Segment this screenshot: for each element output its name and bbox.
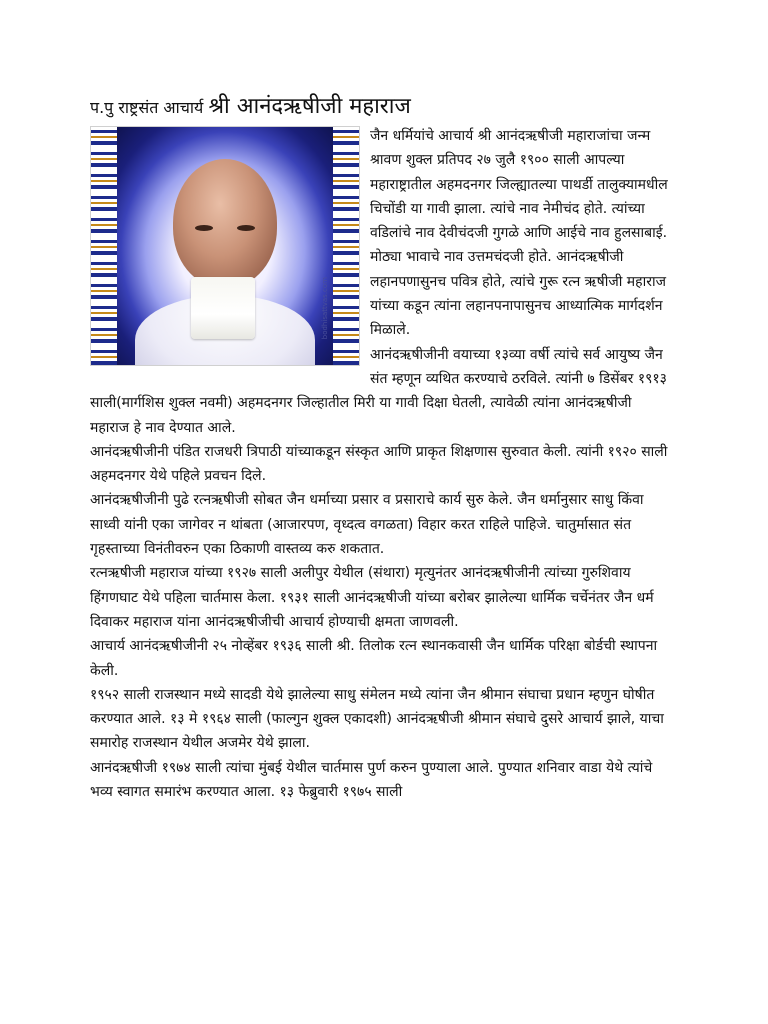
mouth-cloth-shape bbox=[191, 277, 255, 339]
page-title bbox=[90, 92, 670, 124]
title-name: श्री आनंदऋषीजी महाराज bbox=[208, 94, 411, 119]
paragraph-4: आनंदऋषीजीनी पुढे रत्नऋषीजी सोबत जैन धर्माच्या प्रसार व प्रसाराचे कार्य सुरु केले. जैन धर्मानुसार साधु किंवा साध्वी यांनी एका जागेवर न थांबता (आजारपण, वृध्दत्व वगळता) विहार करत राहिले पाहिजे. चातुर्मासात संत गृहस्ताच्या विनंतीवरुन एका ठिकाणी वास्तव्य करु शकतात. bbox=[90, 492, 644, 558]
paragraph-1: जैन धर्मियांचे आचार्य श्री आनंदऋषीजी महाराजांचा जन्म श्रावण शुक्ल प्रतिपद २७ जुलै १९०० साली आपल्या महाराष्ट्रातील अहमदनगर जिल्ह्यातल्या पाथर्डी तालुक्यामधील चिचोंडी या गावी झाला. त्यांचे नाव नेमीचंद होते. त्यांच्या वडिलांचे नाव देवीचंदजी गुगळे आणि आईचे नाव हुलसाबाई. मोठ्या भावाचे नाव उत्तमचंदजी होते. आनंदऋषीजी लहानपणासुनच पवित्र होते, त्यांचे गुरू रत्न ऋषीजी महाराज यांच्या कडून त्यांना लहानपनापासुनच आध्यात्मिक मार्गदर्शन मिळाले. bbox=[370, 128, 668, 339]
eye-right bbox=[237, 225, 255, 231]
paragraph-8: आनंदऋषीजी १९७४ साली त्यांचा मुंबई येथील चार्तमास पुर्ण करुन पुण्याला आले. पुण्यात शनिवार वाडा येथे त्यांचे भव्य स्वागत समारंभ करण्यात आला. १३ फेब्रुवारी १९७५ साली bbox=[90, 759, 653, 801]
paragraph-6: आचार्य आनंदऋषीजीनी २५ नोव्हेंबर १९३६ साली श्री. तिलोक रत्न स्थानकवासी जैन धार्मिक परिक्षा बोर्डची स्थापना केली. bbox=[90, 638, 658, 679]
paragraph-3: आनंदऋषीजीनी पंडित राजधरी त्रिपाठी यांच्याकडून संस्कृत आणि प्राकृत शिक्षणास सुरुवात केली. त्यांनी १९२० साली अहमदनगर येथे पहिले प्रवचन दिले. bbox=[90, 443, 668, 485]
paragraph-7: १९५२ साली राजस्थान मध्ये सादडी येथे झालेल्या साधु संमेलन मध्ये त्यांना जैन श्रीमान संघाचा प्रधान म्हणुन घोषीत करण्यात आले. १३ मे १९६४ साली (फाल्गुन शुक्ल एकादशी) आनंदऋषीजी श्रीमान संघाचे दुसरे आचार्य झाले, याचा समारोह राजस्थान येथील अजमेर येथे झाला. bbox=[90, 686, 664, 752]
swastika-border-left-icon bbox=[91, 127, 117, 365]
title-prefix: प.पु राष्ट्रसंत आचार्य bbox=[90, 98, 209, 117]
face-shape bbox=[173, 159, 277, 287]
swastika-border-right-icon bbox=[333, 127, 359, 365]
paragraph-5: रत्नऋषीजी महाराज यांच्या १९२७ साली अलीपुर येथील (संथारा) मृत्युनंतर आनंदऋषीजीनी त्यांच्या गुरुशिवाय हिंगणघाट येथे पहिला चार्तमास केला. १९३१ साली आनंदऋषीजी यांच्या बरोबर झालेल्या धार्मिक चर्चेनंतर जैन धर्म दिवाकर महाराज यांना आनंदऋषीजीची आचार्य होण्याची क्षमता जाणवली. bbox=[90, 565, 654, 630]
paragraph-2: आनंदऋषीजीनी वयाच्या १३व्या वर्षी त्यांचे सर्व आयुष्य जैन संत म्हणून व्यथित करण्याचे ठरविले. त्यांनी ७ डिसेंबर १९१३ साली(मार्गशिस शुक्ल नवमी) अहमदनगर जिल्हातील मिरी या गावी दिक्षा घेतली, त्यावेळी त्यांना आनंदऋषीजी महाराज हे नाव देण्यात आले. bbox=[90, 346, 667, 436]
image-watermark: bodhisattvas.com bbox=[321, 277, 329, 340]
portrait-image bbox=[90, 126, 360, 366]
eye-left bbox=[195, 225, 213, 231]
document-page bbox=[90, 92, 670, 804]
